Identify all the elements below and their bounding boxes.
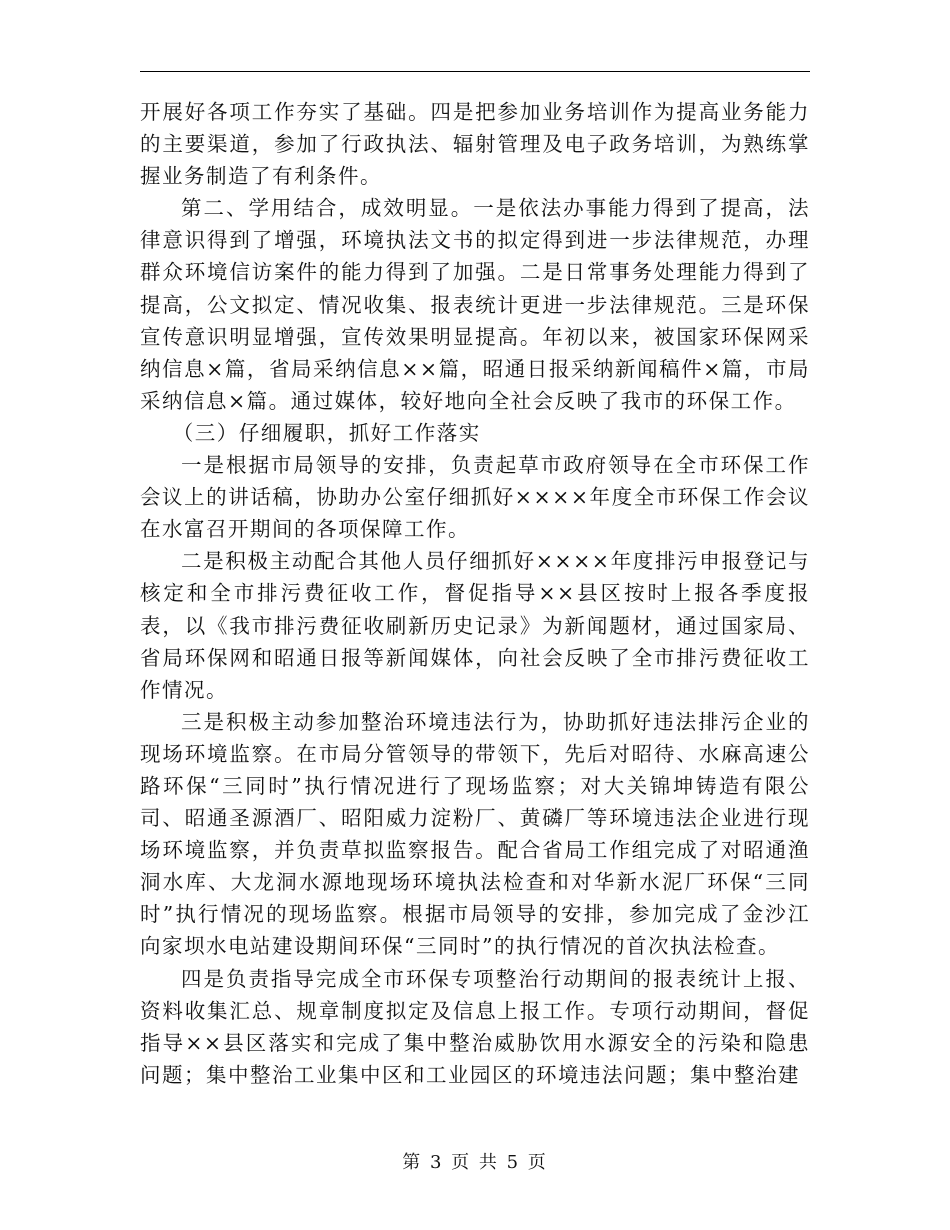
paragraph-item-one: 一是根据市局领导的安排，负责起草市政府领导在全市环保工作会议上的讲话稿，协助办公室仔细抓好××××年度全市环保工作会议在水富召开期间的各项保障工作。 [140,453,810,542]
page-number: 第 3 页 共 5 页 [402,1152,548,1173]
paragraph-item-four: 四是负责指导完成全市环保专项整治行动期间的报表统计上报、资料收集汇总、规章制度拟定及信息上报工作。专项行动期间，督促指导××县区落实和完成了集中整治威胁饮用水源安全的污染和隐患问题；集中整治工业集中区和工业园区的环境违法问题；集中整治建 [140,966,810,1087]
paragraph-section-two: 第二、学用结合，成效明显。一是依法办事能力得到了提高，法律意识得到了增强，环境执法文书的拟定得到进一步法律规范，办理群众环境信访案件的能力得到了加强。二是日常事务处理能力得到了提高，公文拟定、情况收集、报表统计更进一步法律规范。三是环保宣传意识明显增强，宣传效果明显提高。年初以来，被国家环保网采纳信息×篇，省局采纳信息××篇，昭通日报采纳新闻稿件×篇，市局采纳信息×篇。通过媒体，较好地向全社会反映了我市的环保工作。 [140,196,810,413]
paragraph-item-three: 三是积极主动参加整治环境违法行为，协助抓好违法排污企业的现场环境监察。在市局分管领导的带领下，先后对昭待、水麻高速公路环保“三同时”执行情况进行了现场监察；对大关锦坤铸造有限公司、昭通圣源酒厂、昭阳威力淀粉厂、黄磷厂等环境违法企业进行现场环境监察，并负责草拟监察报告。配合省局工作组完成了对昭通渔洞水库、大龙洞水源地现场环境执法检查和对华新水泥厂环保“三同时”执行情况的现场监察。根据市局领导的安排，参加完成了金沙江向家坝水电站建设期间环保“三同时”的执行情况的首次执法检查。 [140,709,810,959]
paragraph-continuation: 开展好各项工作夯实了基础。四是把参加业务培训作为提高业务能力的主要渠道，参加了行政执法、辐射管理及电子政务培训，为熟练掌握业务制造了有利条件。 [140,100,810,189]
paragraph-item-two: 二是积极主动配合其他人员仔细抓好××××年度排污申报登记与核定和全市排污费征收工作，督促指导××县区按时上报各季度报表，以《我市排污费征收刷新历史记录》为新闻题材，通过国家局、省局环保网和昭通日报等新闻媒体，向社会反映了全市排污费征收工作情况。 [140,549,810,702]
section-heading: （三）仔细履职，抓好工作落实 [172,420,481,445]
document-body [140,96,810,1091]
header-rule [140,71,810,72]
